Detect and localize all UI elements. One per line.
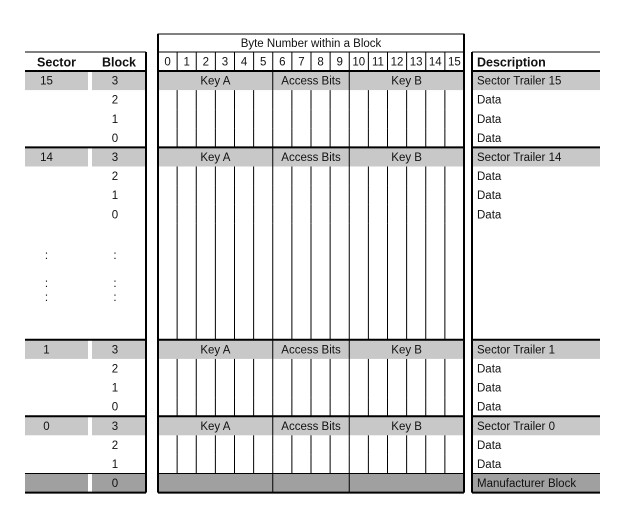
block-number: 3 (111, 344, 119, 357)
byte-number: 13 (409, 56, 423, 69)
byte-number: 4 (240, 56, 248, 69)
ellipsis-sector: : (44, 277, 49, 290)
block-cell-fill (92, 147, 146, 166)
block-number: 3 (111, 420, 119, 433)
sector-cell-fill (25, 147, 88, 166)
data-description: Data (477, 113, 502, 126)
sector-cell-fill (25, 71, 88, 90)
manufacturer-bytes-fill (158, 474, 464, 493)
byte-number: 5 (259, 56, 267, 69)
block-cell-fill (92, 474, 146, 493)
data-description: Data (477, 132, 502, 145)
block-number: 3 (111, 151, 119, 164)
byte-number: 14 (428, 56, 442, 69)
key-a-label: Key A (200, 151, 231, 164)
block-number: 2 (111, 94, 119, 107)
block-number: 0 (111, 209, 119, 222)
sector-cell-fill (25, 474, 88, 493)
data-description: Data (477, 401, 502, 414)
data-description: Data (477, 190, 502, 203)
key-b-label: Key B (391, 75, 422, 88)
key-b-label: Key B (391, 420, 422, 433)
byte-number: 8 (317, 56, 324, 69)
trailer-description: Sector Trailer 15 (477, 75, 562, 88)
trailer-description: Sector Trailer 1 (477, 344, 555, 357)
byte-number: 12 (390, 56, 404, 69)
block-cell-fill (92, 416, 146, 435)
sector-cell-fill (25, 416, 88, 435)
key-b-label: Key B (391, 151, 422, 164)
ellipsis-block: : (113, 277, 117, 290)
byte-number: 3 (221, 56, 229, 69)
sector-number: 15 (40, 75, 53, 88)
data-description: Data (477, 94, 502, 107)
block-number: 2 (111, 171, 119, 184)
block-number: 1 (111, 113, 119, 126)
block-number: 0 (111, 401, 119, 414)
trailer-description: Sector Trailer 14 (477, 151, 562, 164)
key-a-label: Key A (200, 75, 231, 88)
byte-number: 7 (298, 56, 305, 69)
key-a-label: Key A (200, 344, 231, 357)
sector-header: Sector (37, 55, 76, 70)
byte-number: 11 (371, 56, 384, 69)
block-number: 0 (111, 478, 119, 491)
grid-labels (37, 38, 576, 490)
sector-number: 0 (43, 420, 50, 433)
access-bits-label: Access Bits (281, 344, 341, 357)
block-number: 2 (111, 363, 119, 376)
access-bits-label: Access Bits (281, 151, 341, 164)
block-number: 0 (111, 132, 119, 145)
data-description: Data (477, 363, 502, 376)
data-description: Data (477, 209, 502, 222)
data-description: Data (477, 171, 502, 184)
sector-cell-fill (25, 340, 88, 359)
block-cell-fill (92, 340, 146, 359)
byte-number: 6 (279, 56, 286, 69)
key-a-label: Key A (200, 420, 231, 433)
block-number: 3 (111, 75, 119, 88)
access-bits-label: Access Bits (281, 75, 341, 88)
block-number: 1 (111, 190, 119, 203)
byte-header-title: Byte Number within a Block (240, 38, 382, 50)
byte-number: 10 (352, 56, 366, 69)
data-description: Data (477, 382, 502, 395)
block-number: 2 (111, 439, 119, 452)
ellipsis-sector: : (44, 291, 49, 304)
block-number: 1 (111, 458, 119, 471)
byte-number: 9 (336, 56, 343, 69)
block-header: Block (101, 55, 137, 70)
sector-number: 14 (40, 151, 53, 164)
trailer-description: Sector Trailer 0 (477, 420, 555, 433)
byte-number: 2 (202, 56, 210, 69)
block-cell-fill (92, 71, 146, 90)
ellipsis-block: : (113, 249, 117, 262)
ellipsis-block: : (113, 291, 117, 304)
access-bits-label: Access Bits (281, 420, 341, 433)
sector-number: 1 (43, 344, 50, 357)
byte-number: 0 (164, 56, 171, 69)
byte-number: 1 (183, 56, 190, 69)
trailer-description: Manufacturer Block (477, 478, 577, 491)
description-header: Description (477, 55, 546, 70)
data-description: Data (477, 439, 502, 452)
ellipsis-sector: : (44, 249, 49, 262)
byte-number: 15 (448, 56, 461, 69)
key-b-label: Key B (391, 344, 422, 357)
block-number: 1 (111, 382, 119, 395)
data-description: Data (477, 458, 502, 471)
